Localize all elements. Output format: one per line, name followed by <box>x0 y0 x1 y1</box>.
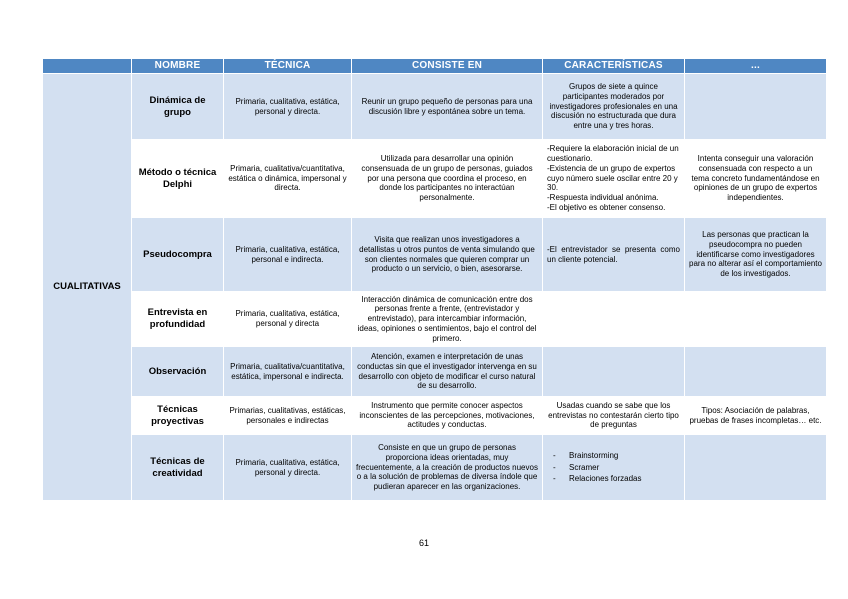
row-more: Intenta conseguir una valoración consensuada con respecto a un tema concreto fundamentándose en opiniones de un grupo de expertos independientes. <box>685 140 827 218</box>
table-row <box>43 347 827 397</box>
page-number: 61 <box>418 538 429 548</box>
row-tecnica: Primaria, cualitativa/cuantitativa, estática, impersonal e indirecta. <box>224 347 352 397</box>
table-row <box>43 435 827 501</box>
row-consiste: Consiste en que un grupo de personas proporciona ideas orientadas, muy frecuentemente, a la creación de productos nuevos o a la solución de problemas de diversa índole que pudieran aparecer en las organizaciones. <box>352 435 543 501</box>
list-item: - Relaciones forzadas <box>573 473 680 485</box>
row-caracteristicas <box>543 292 685 347</box>
header-consiste: CONSISTE EN <box>352 59 543 74</box>
row-tecnica: Primaria, cualitativa, estática, personal e indirecta. <box>224 218 352 292</box>
caracteristica-item: -El objetivo es obtener consenso. <box>547 202 666 212</box>
row-caracteristicas <box>543 435 685 501</box>
row-tecnica: Primaria, cualitativa, estática, personal y directa. <box>224 74 352 140</box>
row-consiste: Instrumento que permite conocer aspectos inconscientes de las percepciones, motivaciones, actitudes y conductas. <box>352 397 543 435</box>
row-consiste: Reunir un grupo pequeño de personas para una discusión libre y espontánea sobre un tema. <box>352 74 543 140</box>
table-row <box>43 292 827 347</box>
row-more <box>685 74 827 140</box>
row-tecnica: Primaria, cualitativa, estática, personal y directa. <box>224 435 352 501</box>
caracteristicas-list <box>547 450 680 485</box>
header-caracteristicas: CARACTERÍSTICAS <box>543 59 685 74</box>
row-consiste: Interacción dinámica de comunicación entre dos personas frente a frente, (entrevistador y entrevistado), para intercambiar información, ideas, opiniones o sentimientos, bajo el control del primero. <box>352 292 543 347</box>
row-tecnica: Primaria, cualitativa, estática, personal y directa <box>224 292 352 347</box>
table-row <box>43 74 827 140</box>
row-name: Pseudocompra <box>132 218 224 292</box>
row-consiste: Visita que realizan unos investigadores a detallistas u otros puntos de venta simulando que son clientes normales que quieren comprar un producto o un servicio, o bien, asesorarse. <box>352 218 543 292</box>
row-caracteristicas: -El entrevistador se presenta como un cliente potencial. <box>543 218 685 292</box>
row-tecnica: Primarias, cualitativas, estáticas, personales e indirectas <box>224 397 352 435</box>
row-name: Entrevista en profundidad <box>132 292 224 347</box>
table-row <box>43 218 827 292</box>
list-item: - Scramer <box>573 462 680 474</box>
table-row <box>43 397 827 435</box>
row-caracteristicas <box>543 140 685 218</box>
row-more <box>685 347 827 397</box>
row-more: Las personas que practican la pseudocompra no pueden identificarse como investigadores para no alterar así el comportamiento de los investigados. <box>685 218 827 292</box>
category-cell: CUALITATIVAS <box>43 74 132 501</box>
row-more: Tipos: Asociación de palabras, pruebas de frases incompletas… etc. <box>685 397 827 435</box>
header-nombre: NOMBRE <box>132 59 224 74</box>
row-consiste: Atención, examen e interpretación de unas conductas sin que el investigador intervenga en su desarrollo con objeto de modificar el curso natural de su desarrollo. <box>352 347 543 397</box>
row-name: Método o técnica Delphi <box>132 140 224 218</box>
row-more <box>685 435 827 501</box>
row-name: Técnicas proyectivas <box>132 397 224 435</box>
caracteristica-item: -Requiere la elaboración inicial de un cuestionario. <box>547 144 679 164</box>
row-more <box>685 292 827 347</box>
header-blank <box>43 59 132 74</box>
row-name: Técnicas de creatividad <box>132 435 224 501</box>
caracteristica-item: -Respuesta individual anónima. <box>547 193 659 203</box>
header-tecnica: TÉCNICA <box>224 59 352 74</box>
row-caracteristicas <box>543 347 685 397</box>
list-item: - Brainstorming <box>573 450 680 462</box>
techniques-table <box>42 58 827 501</box>
header-more: ... <box>685 59 827 74</box>
row-caracteristicas: Usadas cuando se sabe que los entrevistas no contestarán cierto tipo de preguntas <box>543 397 685 435</box>
row-name: Observación <box>132 347 224 397</box>
header-row <box>43 59 827 74</box>
row-name: Dinámica de grupo <box>132 74 224 140</box>
row-caracteristicas: Grupos de siete a quince participantes moderados por investigadores profesionales en una discusión no estructurada que dura entre una y tres horas. <box>543 74 685 140</box>
caracteristica-item: -Existencia de un grupo de expertos cuyo número suele oscilar entre 20 y 30. <box>547 163 678 193</box>
table-row <box>43 140 827 218</box>
row-tecnica: Primaria, cualitativa/cuantitativa, estática o dinámica, impersonal y directa. <box>224 140 352 218</box>
row-consiste: Utilizada para desarrollar una opinión consensuada de un grupo de personas, guiados por una persona que coordina el proceso, en donde los participantes no interactúan personalmente. <box>352 140 543 218</box>
